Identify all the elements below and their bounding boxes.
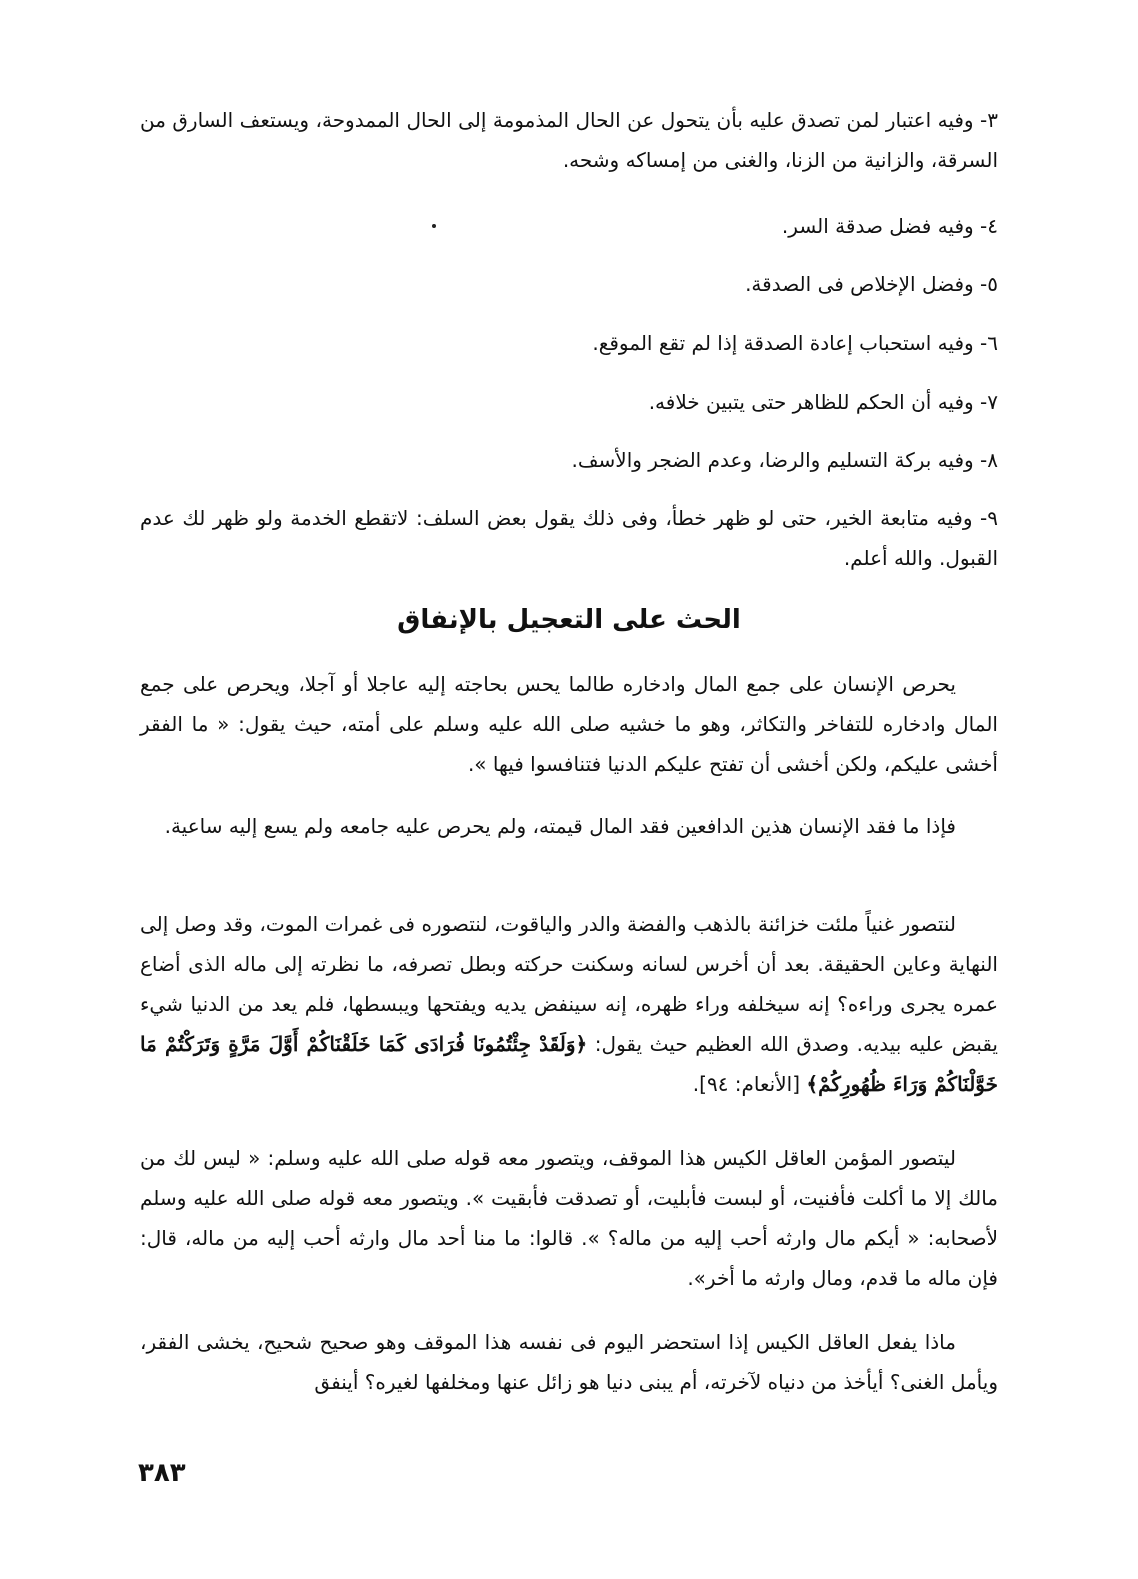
- item-text-line1: وفيه اعتبار لمن تصدق عليه بأن يتحول عن الحال المذمومة إلى الحال الممدوحة، ويستعف: [239, 108, 974, 132]
- page-number: ٣٨٣: [138, 1458, 186, 1488]
- paragraph-2: فإذا ما فقد الإنسان هذين الدافعين فقد المال قيمته، ولم يحرص عليه جامعه ولم يسع إليه ساعية.: [164, 814, 956, 838]
- paragraph-1: يحرص الإنسان على جمع المال وادخاره طالما يحس بحاجته إليه عاجلا أو آجلا، ويحرص على جمع المال وادخاره للتفاخر والتكاثر، وهو ما خشيه صلى الله عليه وسلم على أمته، حيث يقول: « ما الفقر أخشى عليكم، ولكن أخشى أن تفتح عليكم الدنيا فتنافسوا فيها ».: [140, 672, 998, 776]
- item-text: وفضل الإخلاص فى الصدقة.: [745, 272, 974, 296]
- paragraph-3-text: لنتصور غنياً ملئت خزائنة بالذهب والفضة والدر والياقوت، لنتصوره فى غمرات الموت، وقد وصل إلى النهاية وعاين الحقيقة. بعد أن أخرس لسانه وسكنت حركته وبطل تصرفه، ما نظرته إلى ماله الذى أضاع عمره يجرى وراءه؟ إنه سيخلفه وراء ظهره، إنه سينفض يديه ويفتحها ويبسطها، فلم يعد من الدنيا شيء يقبض عليه بيديه. وصدق الله العظيم حيث يقول:: [140, 912, 998, 1056]
- paragraph-4: ليتصور المؤمن العاقل الكيس هذا الموقف، ويتصور معه قوله صلى الله عليه وسلم: « ليس لك من مالك إلا ما أكلت فأفنيت، أو لبست فأبليت، أو تصدقت فأبقيت ». ويتصور معه قوله صلى الله عليه وسلم لأصحابه: « أيكم مال وارثه أحب إليه من ماله؟ ». قالوا: ما منا أحد مال وارثه أحب إليه من ماله، قال: فإن ماله ما قدم، ومال وارثه ما أخر».: [140, 1146, 998, 1290]
- item-text-line2: السارق من السرقة، والزانية من الزنا، والغنى من إمساكه وشحه.: [140, 108, 998, 172]
- item-number: ٧-: [980, 390, 998, 414]
- paragraph-3: [140, 904, 998, 1104]
- item-6: [140, 323, 998, 363]
- item-text: وفيه فضل صدقة السر.: [781, 214, 974, 238]
- quran-verse: ﴿وَلَقَدْ جِئْتُمُونَا فُرَادَى كَمَا خَلَقْنَاكُمْ أَوَّلَ مَرَّةٍ وَتَرَكْتُمْ مَا خَوَّلْنَاكُمْ وَرَاءَ ظُهُورِكُمْ﴾: [140, 1032, 998, 1096]
- item-number: ٩-: [980, 506, 999, 530]
- item-number: ٥-: [980, 272, 998, 296]
- item-text: وفيه بركة التسليم والرضا، وعدم الضجر والأسف.: [571, 448, 974, 472]
- item-number: ٣-: [980, 108, 998, 132]
- section-heading: الحث على التعجيل بالإنفاق: [397, 605, 741, 635]
- item-text: وفيه أن الحكم للظاهر حتى يتبين خلافه.: [648, 390, 974, 414]
- paragraph-5: ماذا يفعل العاقل الكيس إذا استحضر اليوم فى نفسه هذا الموقف وهو صحيح شحيح، يخشى الفقر، ويأمل الغنى؟ أيأخذ من دنياه لآخرته، أم يبنى دنيا هو زائل عنها ومخلفها لغيره؟ أينفق: [140, 1330, 998, 1394]
- item-4: [140, 206, 998, 246]
- item-7: [140, 382, 998, 422]
- item-5: [140, 264, 998, 304]
- item-3: [140, 100, 998, 180]
- item-text-line1: وفيه متابعة الخير، حتى لو ظهر خطأ، وفى ذلك يقول بعض السلف: لاتقطع الخدمة ولو ظهر لك: [182, 506, 973, 530]
- item-number: ٤-: [980, 214, 998, 238]
- item-number: ٦-: [980, 331, 998, 355]
- verse-reference: [الأنعام: ٩٤].: [692, 1072, 800, 1096]
- item-text-line2: عدم القبول. والله أعلم.: [140, 506, 998, 570]
- item-text: وفيه استحباب إعادة الصدقة إذا لم تقع الموقع.: [592, 331, 974, 355]
- item-8: [140, 440, 998, 480]
- item-9: [140, 498, 998, 578]
- item-number: ٨-: [980, 448, 998, 472]
